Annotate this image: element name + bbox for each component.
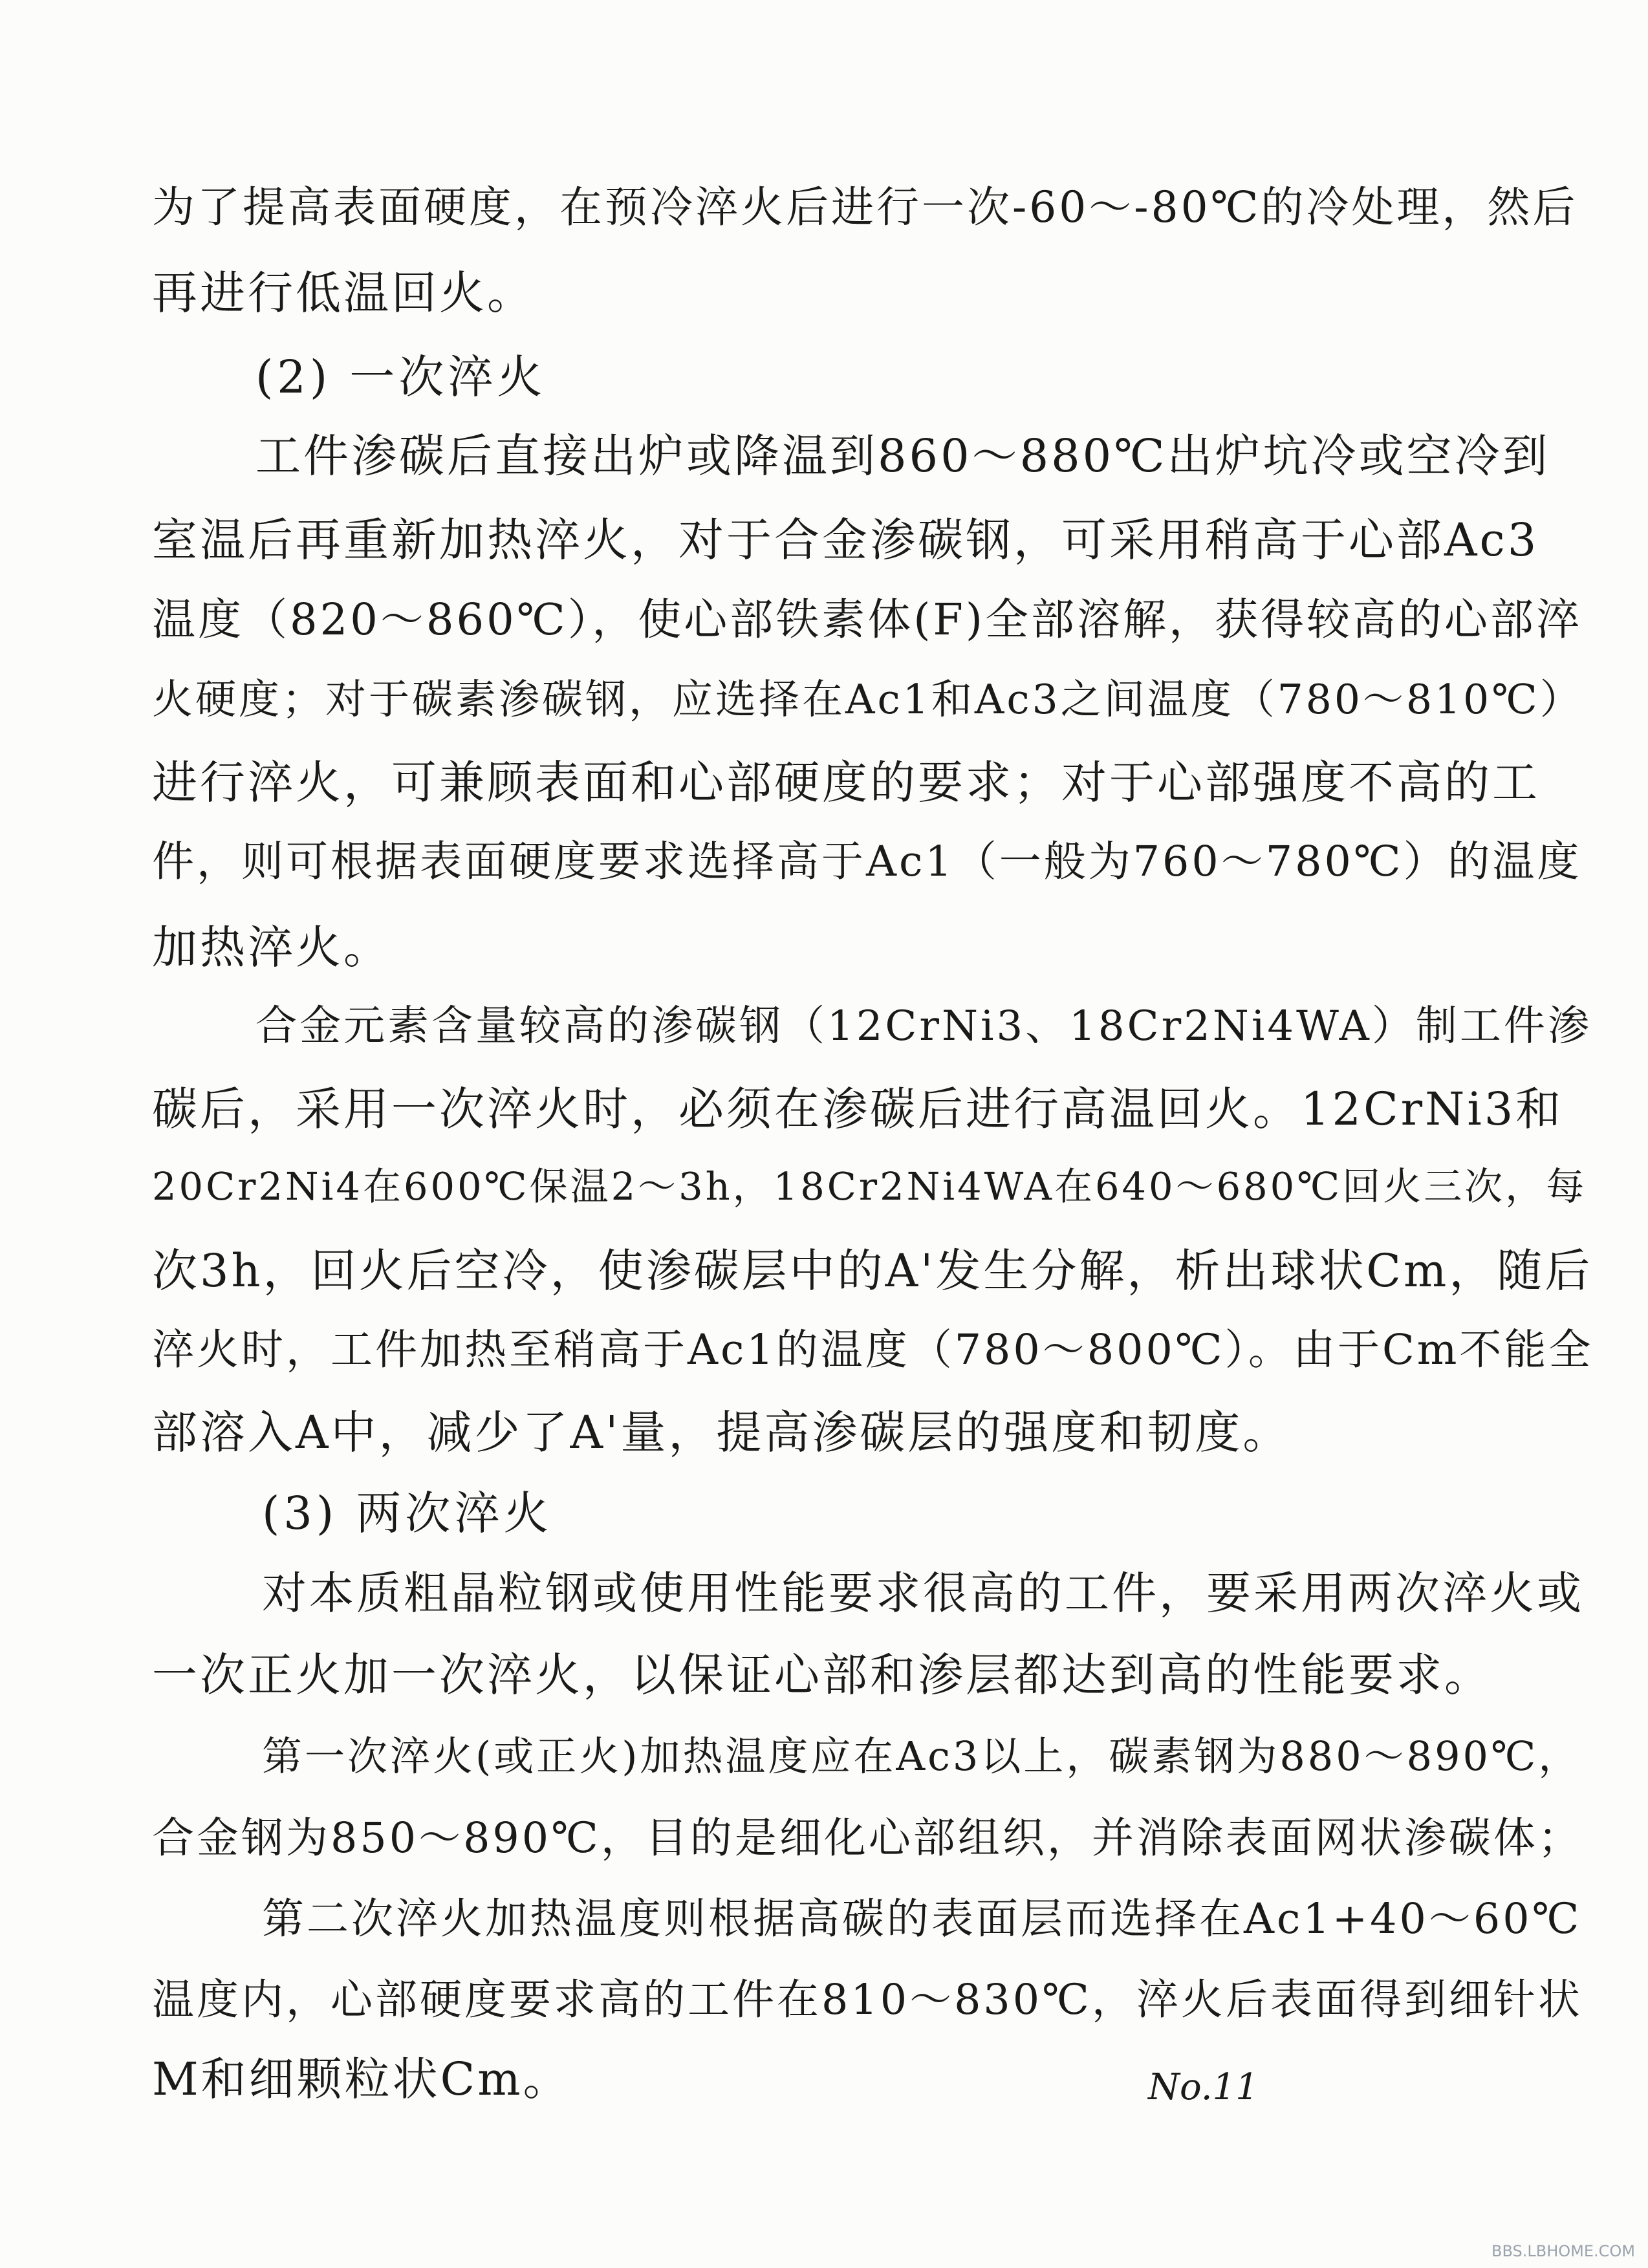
text-line: 对本质粗晶粒钢或使用性能要求很高的工件，要采用两次淬火或: [262, 1568, 1584, 1619]
text-line: 第二次淬火加热温度则根据高碳的表面层而选择在Ac1+40～60℃: [262, 1895, 1582, 1943]
text-line: 碳后，采用一次淬火时，必须在渗碳后进行高温回火。12CrNi3和: [152, 1083, 1564, 1136]
text-line: 温度内，心部硬度要求高的工件在810～830℃，淬火后表面得到细针状: [152, 1976, 1583, 2024]
text-line: 进行淬火，可兼顾表面和心部硬度的要求；对于心部强度不高的工: [152, 756, 1540, 809]
site-watermark: BBS.LBHOME.COM: [1491, 2242, 1635, 2260]
text-line: 第一次淬火(或正火)加热温度应在Ac3以上，碳素钢为880～890℃，: [262, 1733, 1581, 1780]
text-line: 室温后再重新加热淬火，对于合金渗碳钢，可采用稍高于心部Ac3: [152, 513, 1539, 567]
text-line: 淬火时，工件加热至稍高于Ac1的温度（780～800℃）。由于Cm不能全: [152, 1326, 1594, 1374]
text-line: 温度（820～860℃），使心部铁素体(F)全部溶解，获得较高的心部淬: [152, 594, 1582, 645]
text-line: 加热淬火。: [152, 921, 391, 974]
text-line: 部溶入A中，减少了A'量，提高渗碳层的强度和韧度。: [152, 1406, 1291, 1459]
text-line: M和细颗粒状Cm。: [152, 2053, 571, 2106]
text-line: 工件渗碳后直接出炉或降温到860～880℃出炉坑冷或空冷到: [255, 429, 1550, 482]
section-heading: (2) 一次淬火: [255, 351, 547, 404]
section-heading: (3) 两次淬火: [262, 1487, 553, 1540]
text-line: 火硬度；对于碳素渗碳钢，应选择在Ac1和Ac3之间温度（780～810℃）: [152, 676, 1583, 723]
text-line: 合金元素含量较高的渗碳钢（12CrNi3、18Cr2Ni4WA）制工件渗: [255, 1002, 1592, 1050]
text-line: 合金钢为850～890℃，目的是细化心部组织，并消除表面网状渗碳体；: [152, 1814, 1583, 1863]
text-line: 一次正火加一次淬火，以保证心部和渗层都达到高的性能要求。: [152, 1648, 1492, 1701]
text-line: 为了提高表面硬度，在预冷淬火后进行一次-60～-80℃的冷处理，然后: [152, 182, 1578, 232]
text-line: 再进行低温回火。: [152, 266, 535, 319]
text-line: 次3h，回火后空冷，使渗碳层中的A'发生分解，析出球状Cm，随后: [152, 1244, 1593, 1297]
text-line: 件，则可根据表面硬度要求选择高于Ac1（一般为760～780℃）的温度: [152, 837, 1582, 886]
page-number: No.11: [1148, 2066, 1259, 2108]
text-line: 20Cr2Ni4在600℃保温2～3h，18Cr2Ni4WA在640～680℃回火三次，每: [152, 1164, 1587, 1209]
